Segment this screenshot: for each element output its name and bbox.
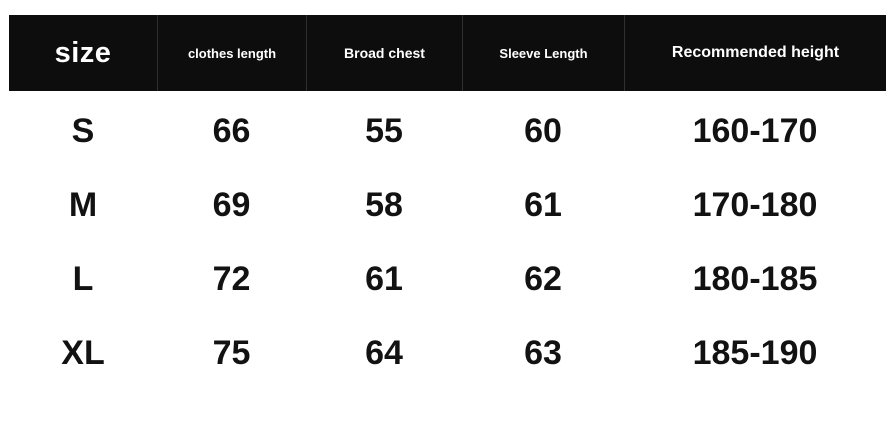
cell-recommended-height: 185-190	[692, 333, 818, 372]
table-row	[9, 316, 886, 390]
table-body	[9, 94, 886, 390]
cell-broad-chest: 55	[365, 111, 403, 150]
cell-recommended-height: 170-180	[692, 185, 818, 224]
cell-size: XL	[61, 333, 105, 372]
table-header	[9, 15, 886, 91]
cell-size: S	[71, 111, 95, 150]
cell-sleeve-length: 63	[524, 333, 562, 372]
cell-clothes-length: 75	[212, 333, 251, 372]
cell-size: M	[68, 185, 98, 224]
cell-sleeve-length: 62	[524, 259, 562, 298]
cell-clothes-length: 69	[212, 185, 251, 224]
cell-recommended-height: 160-170	[692, 111, 818, 150]
header-cell-recommended-height: Recommended height	[624, 15, 886, 91]
header-cell-sleeve-length: Sleeve Length	[462, 15, 624, 91]
cell-recommended-height: 180-185	[692, 259, 818, 298]
cell-broad-chest: 58	[365, 185, 403, 224]
cell-clothes-length: 66	[212, 111, 251, 150]
cell-clothes-length: 72	[212, 259, 251, 298]
cell-size: L	[72, 259, 94, 298]
header-cell-clothes-length: clothes length	[157, 15, 306, 91]
header-cell-broad-chest: Broad chest	[306, 15, 462, 91]
table-row	[9, 94, 886, 168]
cell-broad-chest: 61	[365, 259, 403, 298]
cell-broad-chest: 64	[365, 333, 403, 372]
table-row	[9, 168, 886, 242]
cell-sleeve-length: 60	[524, 111, 562, 150]
table-row	[9, 242, 886, 316]
header-cell-size: size	[54, 36, 112, 69]
cell-sleeve-length: 61	[524, 185, 562, 224]
